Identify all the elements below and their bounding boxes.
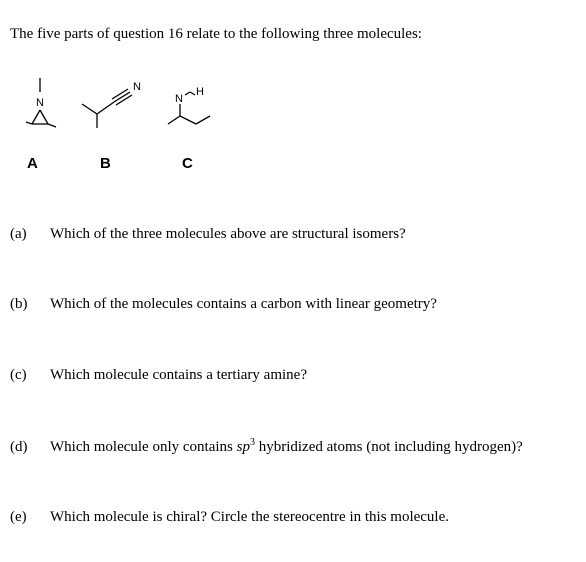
question-e xyxy=(10,509,449,526)
molecule-figure xyxy=(0,70,240,180)
question-a-text: Which of the three molecules above are structural isomers? xyxy=(50,226,406,242)
question-c-text: Which molecule contains a tertiary amine? xyxy=(50,367,307,383)
b-bond-3 xyxy=(97,102,114,114)
question-b-letter: (b) xyxy=(10,296,28,312)
question-d-post: hybridized atoms (not including hydrogen)? xyxy=(254,439,523,455)
question-d-sp: sp xyxy=(236,439,250,455)
question-d-sup: 3 xyxy=(249,437,255,448)
b-nitrogen-label: N xyxy=(133,81,141,93)
question-d xyxy=(10,437,523,456)
question-c xyxy=(10,367,307,384)
question-a xyxy=(10,226,406,243)
molecule-a-label: A xyxy=(27,155,38,172)
question-b xyxy=(10,296,437,313)
b-bond-1 xyxy=(82,104,97,114)
question-a-letter: (a) xyxy=(10,226,27,242)
a-bond-right xyxy=(40,110,48,124)
question-c-letter: (c) xyxy=(10,367,27,383)
question-e-text: Which molecule is chiral? Circle the stereocentre in this molecule. xyxy=(50,509,450,525)
question-d-text xyxy=(50,439,523,455)
a-bond-left xyxy=(32,110,40,124)
question-b-text: Which of the molecules contains a carbon with linear geometry? xyxy=(50,296,437,312)
question-d-pre: Which molecule only contains xyxy=(50,439,237,455)
a-stub-left xyxy=(26,122,32,124)
c-hydrogen-label: H xyxy=(196,86,204,98)
a-stub-right xyxy=(48,124,56,127)
c-bond-end xyxy=(196,116,210,124)
question-e-letter: (e) xyxy=(10,509,27,525)
molecule-b-label: B xyxy=(100,155,111,172)
c-nitrogen-label: N xyxy=(175,93,183,105)
c-bond-left xyxy=(168,116,180,124)
molecule-c-label: C xyxy=(182,155,193,172)
intro-text: The five parts of question 16 relate to the following three molecules: xyxy=(10,26,422,42)
question-d-letter: (d) xyxy=(10,439,28,455)
c-bond-right xyxy=(180,116,196,124)
a-nitrogen-label: N xyxy=(36,97,44,109)
c-nh-bond-1 xyxy=(185,92,190,95)
c-nh-bond-2 xyxy=(190,92,195,95)
